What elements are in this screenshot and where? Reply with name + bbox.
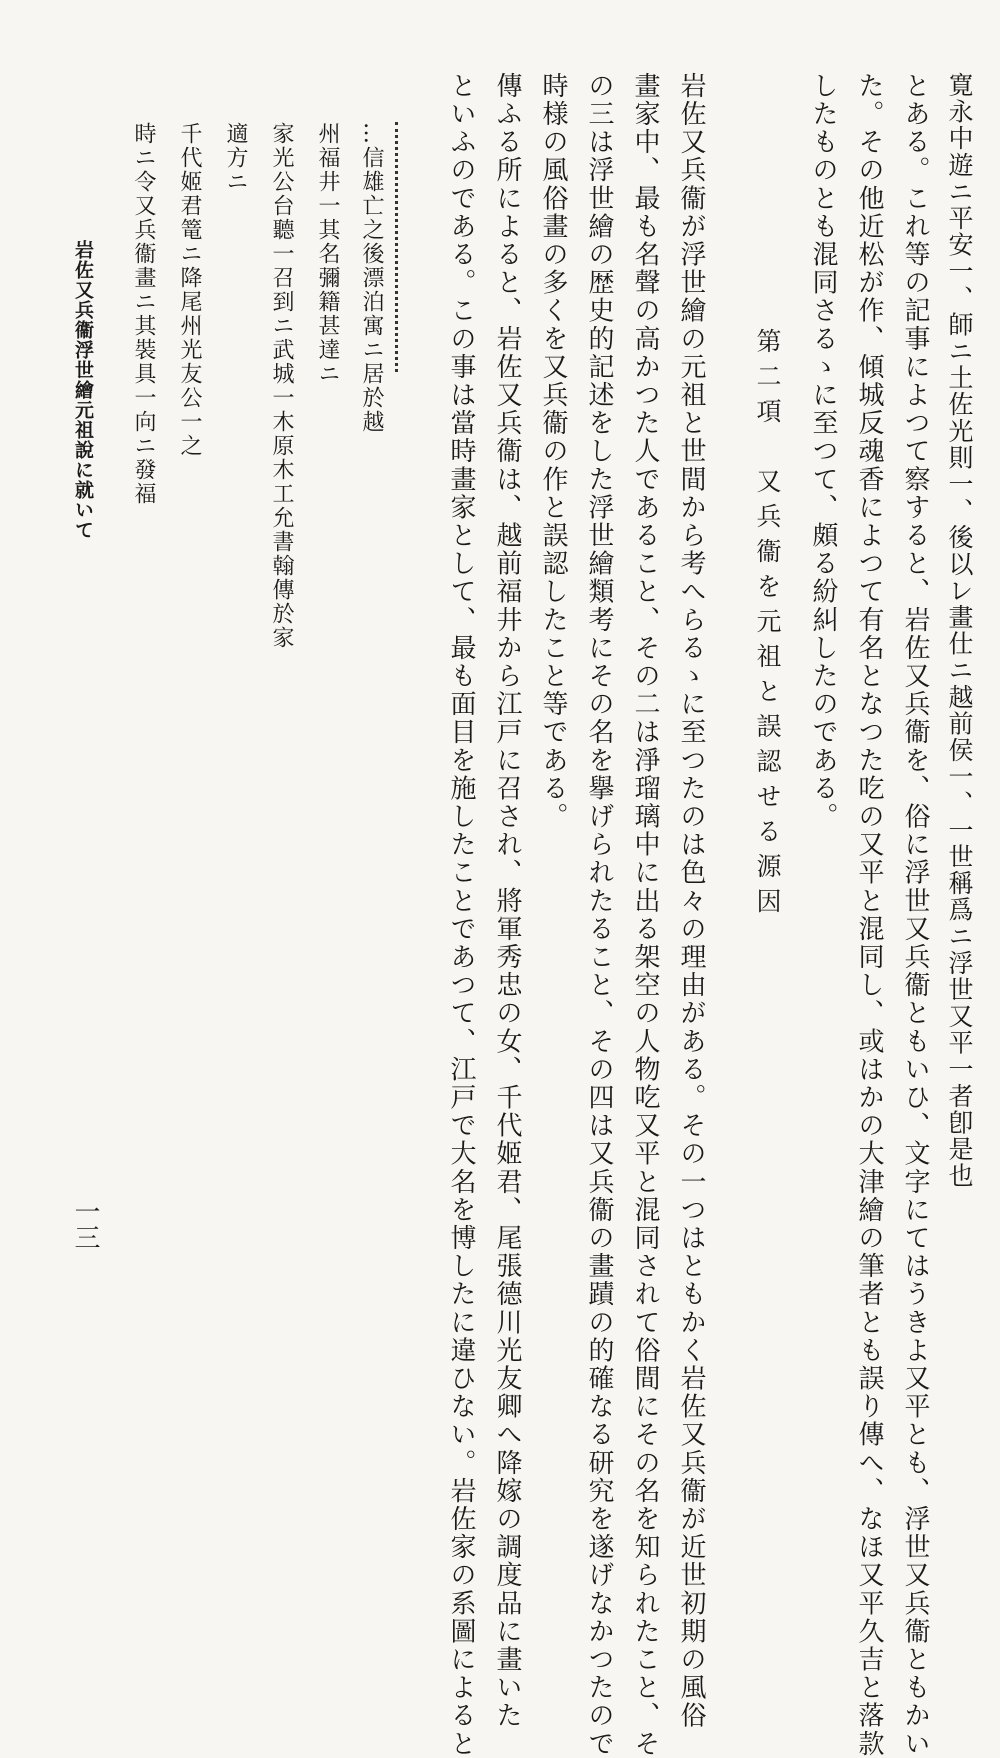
page-number: 一三 (70, 1198, 100, 1250)
quote-top-line: 寛永中遊ニ平安一、師ニ土佐光則一、後以レ畫仕ニ越前侯一、一世稱爲ニ浮世又平一者卽是也 (945, 72, 974, 1190)
quote-bottom-line-3: 家光公台聽一召到ニ武城一木原木工允書翰傳於家 (269, 122, 294, 650)
running-head: 岩佐又兵衞浮世繪元祖說に就いて (72, 240, 94, 540)
paragraph-2-line-2: 畫家中、最も名聲の高かつた人であること、その二は淨瑠璃中に出る架空の人物吃又平と混同されて俗間にその名を知られたこと、そ (630, 72, 660, 1758)
paragraph-3-line-2: といふのである。この事は當時畫家として、最も面目を施したことであつて、江戸で大名を博したに違ひない。岩佐家の系圖によると (446, 72, 476, 1758)
paragraph-2-line-1: 岩佐又兵衞が浮世繪の元祖と世間から考へらるゝに至つたのは色々の理由がある。その一つはともかく岩佐又兵衞が近世初期の風俗 (676, 72, 706, 1730)
dotted-leader (395, 122, 398, 372)
quote-bottom-line-6: 時ニ令又兵衞畫ニ其裝具一向ニ發福 (131, 122, 156, 506)
quote-bottom-line-5: 千代姬君篭ニ降尾州光友公一之 (177, 122, 202, 458)
quote-bottom-line-1: …信雄亡之後漂泊寓ニ居於越 (359, 122, 384, 434)
section-heading: 第二項 又兵衞を元祖と誤認せる源因 (753, 328, 782, 923)
paragraph-2-line-4: 時様の風俗畫の多くを又兵衞の作と誤認したこと等である。 (538, 72, 568, 831)
paragraph-2-line-3: の三は浮世繪の歴史的記述をした浮世繪類考にその名を擧げられたること、その四は又兵衞の畫蹟の的確なる研究を遂げなかつたので (584, 72, 614, 1758)
paragraph-1-line-1: とある。これ等の記事によつて察すると、岩佐又兵衞を、俗に浮世又兵衞ともいひ、文字にてはうきよ又平とも、浮世又兵衞ともかい (900, 72, 930, 1758)
quote-bottom-line-2: 州福井一其名彌籍甚達ニ (315, 122, 340, 386)
paragraph-1-line-3: したものとも混同さるゝに至つて、頗る紛糾したのである。 (808, 72, 838, 831)
quote-bottom-line-4: 適方ニ (223, 122, 248, 194)
paragraph-1-line-2: た。その他近松が作、傾城反魂香によつて有名となつた吃の又平と混同し、或はかの大津繪の筆者とも誤り傳へ、なほ又平久吉と落款 (854, 72, 884, 1758)
paragraph-3-line-1: 傳ふる所によると、岩佐又兵衞は、越前福井から江戸に召され、將軍秀忠の女、千代姬君、尾張德川光友卿へ降嫁の調度品に畫いた (492, 72, 522, 1730)
